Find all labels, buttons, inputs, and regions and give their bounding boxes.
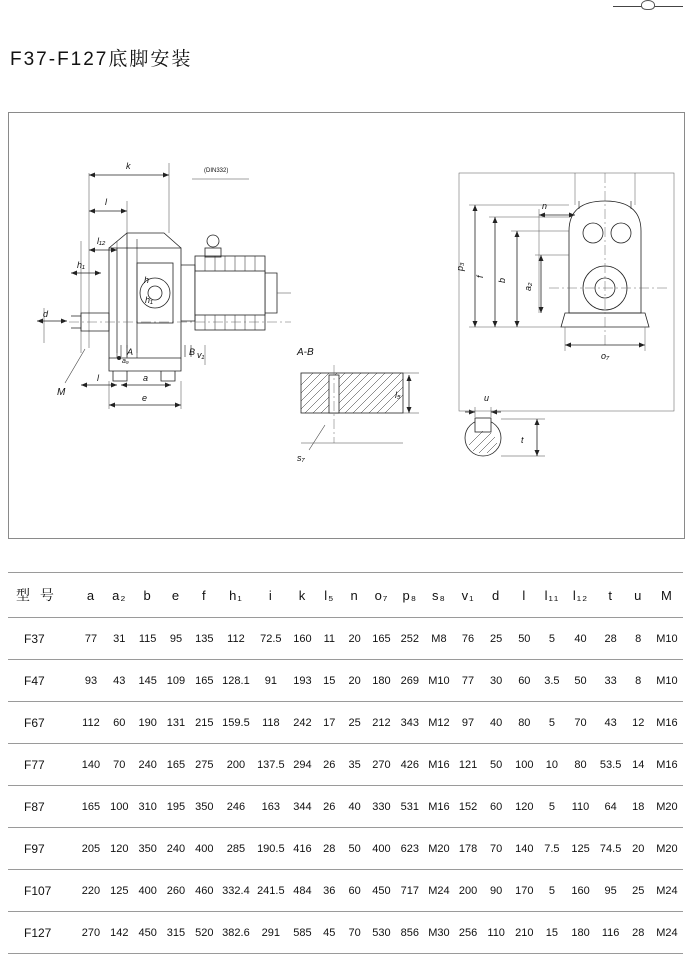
cell-value: 193 <box>288 660 316 702</box>
cell-value: 17 <box>317 702 342 744</box>
table-row <box>8 618 683 660</box>
cell-value: 5 <box>538 702 565 744</box>
spec-table-container <box>8 572 683 954</box>
table-row <box>8 702 683 744</box>
cell-value: 5 <box>538 786 565 828</box>
cell-value: 112 <box>219 618 254 660</box>
header-p8: p₈ <box>396 573 424 618</box>
cell-value: 520 <box>190 912 218 954</box>
cell-value: 350 <box>133 828 161 870</box>
table-row <box>8 744 683 786</box>
cell-value: 180 <box>565 912 595 954</box>
header-a: a <box>77 573 105 618</box>
header-l12: l₁₂ <box>565 573 595 618</box>
cell-value: 200 <box>219 744 254 786</box>
cell-value: M16 <box>424 786 454 828</box>
cell-value: 3.5 <box>538 660 565 702</box>
cell-value: 20 <box>342 618 367 660</box>
cell-value: 170 <box>510 870 538 912</box>
cell-value: M8 <box>424 618 454 660</box>
header-i: i <box>253 573 288 618</box>
cell-value: 400 <box>367 828 395 870</box>
svg-text:l₁₂: l₁₂ <box>97 236 106 246</box>
cell-value: 125 <box>565 828 595 870</box>
cell-model: F37 <box>8 618 77 660</box>
cell-value: 15 <box>538 912 565 954</box>
cell-value: 256 <box>454 912 482 954</box>
cell-value: 585 <box>288 912 316 954</box>
cell-value: 142 <box>105 912 133 954</box>
cell-value: 28 <box>596 618 626 660</box>
cell-value: 269 <box>396 660 424 702</box>
cell-value: 97 <box>454 702 482 744</box>
cell-value: 36 <box>317 870 342 912</box>
technical-drawing <box>9 113 684 538</box>
header-t: t <box>596 573 626 618</box>
svg-text:o₇: o₇ <box>601 351 610 361</box>
cell-value: 28 <box>317 828 342 870</box>
cell-value: 190 <box>133 702 161 744</box>
cell-value: 109 <box>162 660 190 702</box>
cell-value: 856 <box>396 912 424 954</box>
cell-value: M16 <box>424 744 454 786</box>
cell-value: 112 <box>77 702 105 744</box>
cell-value: 623 <box>396 828 424 870</box>
cell-value: 5 <box>538 618 565 660</box>
header-e: e <box>162 573 190 618</box>
header-model: 型 号 <box>8 573 77 618</box>
cell-value: 152 <box>454 786 482 828</box>
cell-value: 344 <box>288 786 316 828</box>
svg-text:b: b <box>497 277 507 283</box>
svg-text:d: d <box>43 309 49 319</box>
cell-model: F127 <box>8 912 77 954</box>
cell-value: 8 <box>626 618 651 660</box>
cell-value: 76 <box>454 618 482 660</box>
cell-value: 416 <box>288 828 316 870</box>
cell-model: F107 <box>8 870 77 912</box>
cell-model: F87 <box>8 786 77 828</box>
cell-value: 270 <box>77 912 105 954</box>
svg-text:B: B <box>189 347 196 357</box>
header-l5: l₅ <box>317 573 342 618</box>
header-a2: a₂ <box>105 573 133 618</box>
cell-value: 70 <box>482 828 510 870</box>
cell-value: 45 <box>317 912 342 954</box>
cell-value: 31 <box>105 618 133 660</box>
cell-value: 26 <box>317 744 342 786</box>
cell-value: 64 <box>596 786 626 828</box>
cell-value: 95 <box>162 618 190 660</box>
svg-text:n: n <box>542 201 548 211</box>
cell-value: 531 <box>396 786 424 828</box>
cell-value: 382.6 <box>219 912 254 954</box>
cell-value: M20 <box>424 828 454 870</box>
cell-value: 70 <box>342 912 367 954</box>
cell-value: 241.5 <box>253 870 288 912</box>
cell-value: 120 <box>105 828 133 870</box>
cell-value: 160 <box>288 618 316 660</box>
cell-value: 118 <box>253 702 288 744</box>
cell-value: 60 <box>342 870 367 912</box>
cell-value: 25 <box>626 870 651 912</box>
cell-value: 165 <box>162 744 190 786</box>
cell-value: M24 <box>651 870 683 912</box>
cell-value: 246 <box>219 786 254 828</box>
cell-value: 115 <box>133 618 161 660</box>
table-row <box>8 870 683 912</box>
cell-model: F77 <box>8 744 77 786</box>
cell-value: 140 <box>77 744 105 786</box>
cell-value: M16 <box>651 702 683 744</box>
cell-value: 330 <box>367 786 395 828</box>
svg-text:h₁: h₁ <box>77 260 85 270</box>
header-b: b <box>133 573 161 618</box>
cell-value: 50 <box>482 744 510 786</box>
cell-value: 450 <box>367 870 395 912</box>
cell-value: 400 <box>133 870 161 912</box>
cell-value: 12 <box>626 702 651 744</box>
cell-value: 30 <box>482 660 510 702</box>
cell-value: 40 <box>342 786 367 828</box>
cell-value: 53.5 <box>596 744 626 786</box>
cell-value: 28 <box>626 912 651 954</box>
table-row <box>8 660 683 702</box>
svg-text:l₅: l₅ <box>395 390 401 400</box>
header-k: k <box>288 573 316 618</box>
svg-text:A-B: A-B <box>297 347 314 358</box>
cell-value: 128.1 <box>219 660 254 702</box>
cell-value: 35 <box>342 744 367 786</box>
cell-value: 43 <box>596 702 626 744</box>
cell-value: 460 <box>190 870 218 912</box>
svg-text:a₂: a₂ <box>523 282 533 291</box>
cell-value: 60 <box>482 786 510 828</box>
cell-value: 100 <box>510 744 538 786</box>
cell-value: 121 <box>454 744 482 786</box>
cell-value: 205 <box>77 828 105 870</box>
cell-value: 190.5 <box>253 828 288 870</box>
header-f: f <box>190 573 218 618</box>
cell-value: 178 <box>454 828 482 870</box>
spec-table <box>8 572 683 954</box>
cell-value: 74.5 <box>596 828 626 870</box>
cell-model: F97 <box>8 828 77 870</box>
cell-value: 260 <box>162 870 190 912</box>
svg-text:f: f <box>475 275 485 278</box>
cell-value: 163 <box>253 786 288 828</box>
cell-value: 60 <box>105 702 133 744</box>
cell-value: 15 <box>317 660 342 702</box>
spec-table-body <box>8 618 683 954</box>
header-h1: h₁ <box>219 573 254 618</box>
cell-value: 43 <box>105 660 133 702</box>
cell-value: 332.4 <box>219 870 254 912</box>
cell-value: 25 <box>342 702 367 744</box>
svg-text:h: h <box>144 275 150 285</box>
header-u: u <box>626 573 651 618</box>
cell-value: M10 <box>651 660 683 702</box>
svg-text:p₃: p₃ <box>455 262 465 271</box>
cell-value: 291 <box>253 912 288 954</box>
cell-value: 310 <box>133 786 161 828</box>
svg-text:k: k <box>126 161 131 171</box>
cell-value: 25 <box>482 618 510 660</box>
cell-value: 343 <box>396 702 424 744</box>
cell-value: 195 <box>162 786 190 828</box>
cell-value: 50 <box>565 660 595 702</box>
cell-value: 120 <box>510 786 538 828</box>
cell-value: 91 <box>253 660 288 702</box>
cell-value: 717 <box>396 870 424 912</box>
cell-value: M16 <box>651 744 683 786</box>
cell-value: 350 <box>190 786 218 828</box>
cell-value: 60 <box>510 660 538 702</box>
cell-value: 165 <box>77 786 105 828</box>
cell-value: M12 <box>424 702 454 744</box>
cell-value: 77 <box>77 618 105 660</box>
cell-value: 10 <box>538 744 565 786</box>
cell-value: 110 <box>565 786 595 828</box>
cell-value: 11 <box>317 618 342 660</box>
header-l: l <box>510 573 538 618</box>
svg-text:M: M <box>57 387 66 398</box>
svg-text:t: t <box>521 435 524 445</box>
cell-value: 50 <box>342 828 367 870</box>
cell-value: 131 <box>162 702 190 744</box>
header-s8: s₈ <box>424 573 454 618</box>
cell-value: M20 <box>651 786 683 828</box>
cell-value: 450 <box>133 912 161 954</box>
header-o7: o₇ <box>367 573 395 618</box>
svg-text:l: l <box>97 373 99 383</box>
cell-value: 252 <box>396 618 424 660</box>
cell-value: 95 <box>596 870 626 912</box>
cell-value: 125 <box>105 870 133 912</box>
cell-value: 14 <box>626 744 651 786</box>
cell-model: F47 <box>8 660 77 702</box>
cell-value: 5 <box>538 870 565 912</box>
svg-text:v₁: v₁ <box>197 350 205 360</box>
cell-value: 140 <box>510 828 538 870</box>
spec-table-header-row <box>8 573 683 618</box>
cell-value: 135 <box>190 618 218 660</box>
cell-value: 116 <box>596 912 626 954</box>
cell-value: 90 <box>482 870 510 912</box>
cell-value: 212 <box>367 702 395 744</box>
header-M: M <box>651 573 683 618</box>
spec-table-head <box>8 573 683 618</box>
cell-value: 50 <box>510 618 538 660</box>
header-v1: v₁ <box>454 573 482 618</box>
cell-value: M20 <box>651 828 683 870</box>
page-title: F37-F127底脚安装 <box>10 49 193 70</box>
cell-value: 26 <box>317 786 342 828</box>
cell-value: 275 <box>190 744 218 786</box>
cell-value: 33 <box>596 660 626 702</box>
cell-value: 110 <box>482 912 510 954</box>
table-row <box>8 828 683 870</box>
cell-value: 200 <box>454 870 482 912</box>
cell-value: 137.5 <box>253 744 288 786</box>
svg-text:A: A <box>127 347 134 357</box>
table-row <box>8 786 683 828</box>
cell-value: 93 <box>77 660 105 702</box>
svg-text:h₁: h₁ <box>145 295 153 305</box>
cell-value: M24 <box>424 870 454 912</box>
cell-value: 165 <box>190 660 218 702</box>
cell-value: 210 <box>510 912 538 954</box>
cell-value: 530 <box>367 912 395 954</box>
cell-value: M10 <box>651 618 683 660</box>
cell-value: 77 <box>454 660 482 702</box>
svg-text:(DIN332): (DIN332) <box>204 168 229 174</box>
cell-value: 70 <box>105 744 133 786</box>
cell-value: 400 <box>190 828 218 870</box>
cell-value: 180 <box>367 660 395 702</box>
cell-value: 72.5 <box>253 618 288 660</box>
cell-value: 294 <box>288 744 316 786</box>
svg-text:a: a <box>143 373 149 383</box>
cell-value: 242 <box>288 702 316 744</box>
drawing-panel <box>8 112 685 539</box>
cell-value: 285 <box>219 828 254 870</box>
cell-value: 40 <box>565 618 595 660</box>
header-mark <box>613 0 683 14</box>
cell-value: M30 <box>424 912 454 954</box>
cell-value: 484 <box>288 870 316 912</box>
cell-value: 165 <box>367 618 395 660</box>
cell-value: 100 <box>105 786 133 828</box>
cell-value: 145 <box>133 660 161 702</box>
cell-value: 18 <box>626 786 651 828</box>
cell-value: 220 <box>77 870 105 912</box>
cell-value: 215 <box>190 702 218 744</box>
cell-value: 20 <box>626 828 651 870</box>
cell-value: 159.5 <box>219 702 254 744</box>
cell-value: 240 <box>133 744 161 786</box>
table-row <box>8 912 683 954</box>
svg-text:l: l <box>105 197 107 207</box>
header-glyph-icon <box>641 0 655 10</box>
cell-value: 240 <box>162 828 190 870</box>
cell-value: 80 <box>565 744 595 786</box>
cell-value: 426 <box>396 744 424 786</box>
cell-value: 20 <box>342 660 367 702</box>
svg-text:a₉: a₉ <box>122 358 129 365</box>
cell-value: M24 <box>651 912 683 954</box>
cell-value: 70 <box>565 702 595 744</box>
header-d: d <box>482 573 510 618</box>
cell-value: 40 <box>482 702 510 744</box>
cell-model: F67 <box>8 702 77 744</box>
header-n: n <box>342 573 367 618</box>
cell-value: 80 <box>510 702 538 744</box>
cell-value: 315 <box>162 912 190 954</box>
cell-value: M10 <box>424 660 454 702</box>
cell-value: 270 <box>367 744 395 786</box>
header-l11: l₁₁ <box>538 573 565 618</box>
svg-text:s₇: s₇ <box>297 453 305 463</box>
svg-text:e: e <box>142 393 148 403</box>
svg-text:u: u <box>484 393 490 403</box>
cell-value: 160 <box>565 870 595 912</box>
cell-value: 7.5 <box>538 828 565 870</box>
cell-value: 8 <box>626 660 651 702</box>
